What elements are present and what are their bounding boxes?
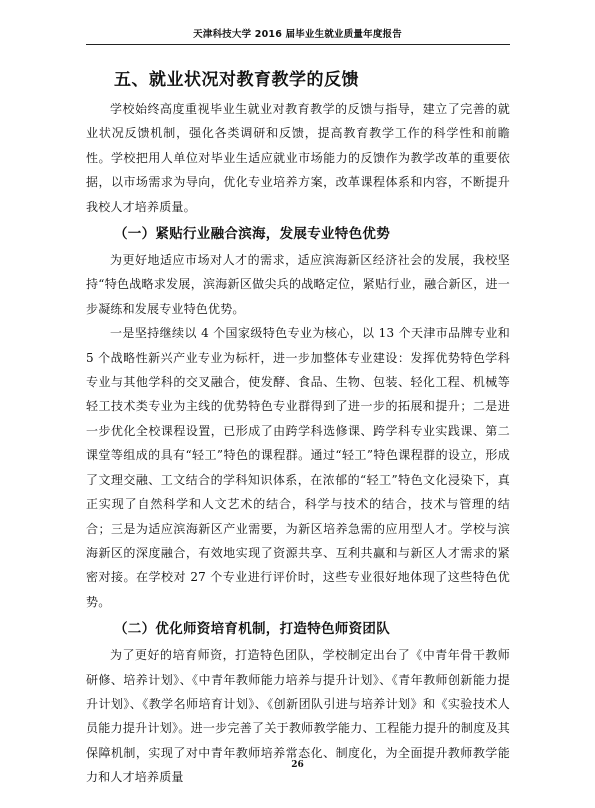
subsection-1-paragraph-1: 为更好地适应市场对人才的需求，适应滨海新区经济社会的发展，我校坚持“特色战略求发展，滨海新区做尖兵的战略定位，紧贴行业，融合新区，进一步凝练和发展专业特色优势。 bbox=[86, 253, 510, 316]
subsection-heading-2: （二）优化师资培育机制，打造特色师资团队 bbox=[114, 621, 390, 638]
section-intro-paragraph: 学校始终高度重视毕业生就业对教育教学的反馈与指导，建立了完善的就业状况反馈机制，强化各类调研和反馈，提高教育教学工作的科学性和前瞻性。学校把用人单位对毕业生适应就业市场能力的反馈作为教学改革的重要依据，以市场需求为导向，优化专业培养方案，改革课程体系和内容，不断提升我校人才培养质量。 bbox=[86, 102, 510, 214]
page-number: 26 bbox=[291, 760, 304, 770]
subsection-2-paragraph-1: 为了更好的培育师资，打造特色团队，学校制定出台了《中青年骨干教师研修、培养计划》、《中青年教师能力培养与提升计划》、《青年教师创新能力提升计划》、《教学名师培育计划》、《创新团队引进与培养计划》和《实验技术人员能力提升计划》。进一步完善了关于教师教学能力、工程能力提升的制度及其保障机制，实现了对中青年教师培养常态化、制度化，为全面提升教师教学能力和人才培养质量 bbox=[86, 648, 510, 785]
subsection-1-paragraph-2: 一是坚持继续以 4 个国家级特色专业为核心，以 13 个天津市品牌专业和 5 个战略性新兴产业专业为标杆，进一步加整体专业建设：发挥优势特色学科专业与其他学科的交叉融合，使发酵、食品、生物、包装、轻化工程、机械等轻工技术类专业为主线的优势特色专业群得到了进一步的拓展和提升；二是进一步优化全校课程设置，已形成了由跨学科选修课、跨学科专业实践课、第二课堂等组成的具有“轻工”特色的课程群。通过“轻工”特色课程群的设立，形成了文理交融、工文结合的学科知识体系，在浓郁的“轻工”特色文化浸染下，真正实现了自然科学和人文艺术的结合，科学与技术的结合，技术与管理的结合；三是为适应滨海新区产业需要，为新区培养急需的应用型人才。学校与滨海新区的深度融合，有效地实现了资源共享、互利共赢和与新区人才需求的紧密对接。在学校对 27 个专业进行评价时，这些专业很好地体现了这些特色优势。 bbox=[86, 326, 510, 609]
header-rule bbox=[86, 44, 510, 45]
page-content bbox=[86, 62, 510, 790]
section-heading: 五、就业状况对教育教学的反馈 bbox=[114, 70, 359, 90]
running-header: 天津科技大学 2016 届毕业生就业质量年度报告 bbox=[193, 29, 402, 40]
subsection-heading-1: （一）紧贴行业融合滨海，发展专业特色优势 bbox=[114, 226, 390, 243]
